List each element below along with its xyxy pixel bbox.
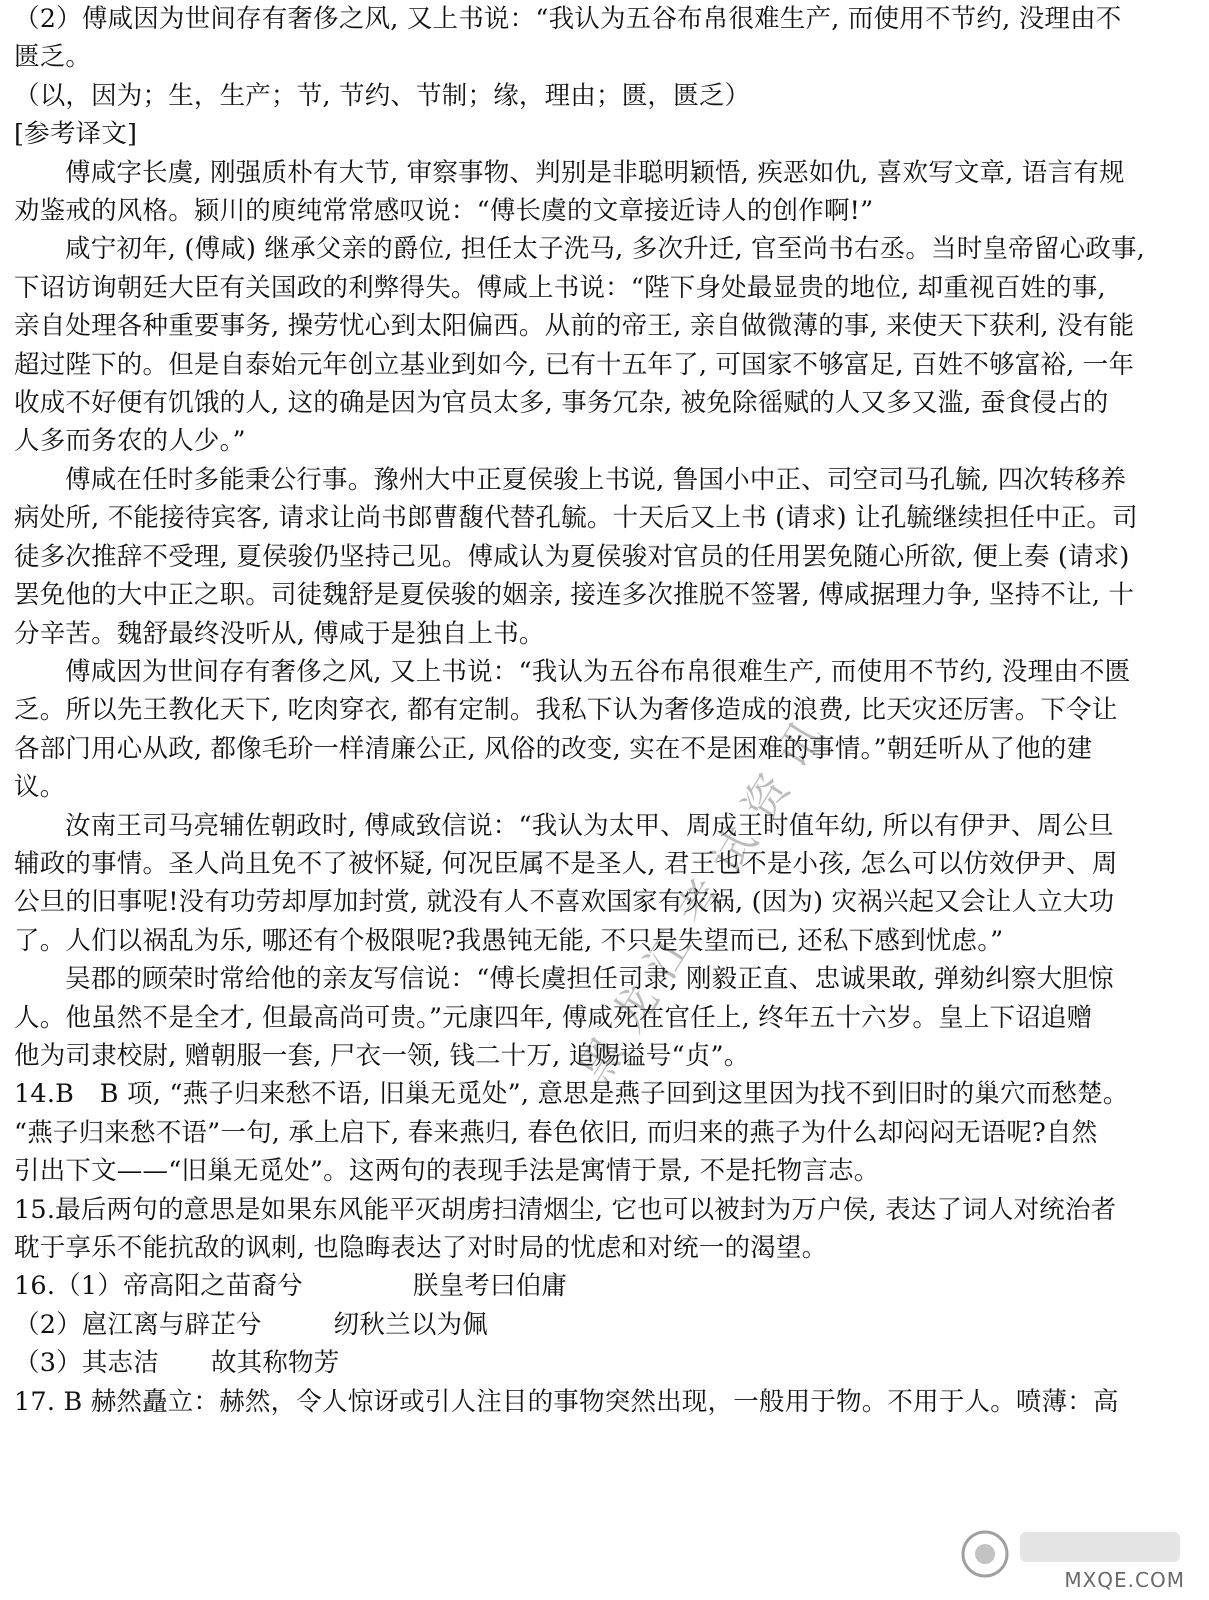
paragraph-line: 人。他虽然不是全才, 但最高尚可贵。”元康四年, 傅咸死在官任上, 终年五十六岁。皇上下诏追赠 [14,1002,1093,1033]
paragraph-line: 咸宁初年, (傅咸) 继承父亲的爵位, 担任太子洗马, 多次升迁, 官至尚书右丞。当时皇帝留心政事, [65,234,1145,265]
paragraph-line: 他为司隶校尉, 赠朝服一套, 尸衣一领, 钱二十万, 追赐谥号“贞”。 [14,1040,750,1071]
paragraph-line: 公旦的旧事呢!没有功劳却厚加封赏, 就没有人不喜欢国家有灾祸, (因为) 灾祸兴起又会让人立大功 [14,887,1115,918]
answer-14-line: 引出下文——“旧巢无觅处”。这两句的表现手法是寓情于景, 不是托物言志。 [14,1156,880,1187]
answer-16-left: （3）其志洁 [14,1348,159,1379]
document-page [14,0,1186,1421]
paragraph-line: 罢免他的大中正之职。司徒魏舒是夏侯骏的姻亲, 接连多次推脱不签署, 傅咸据理力争, 坚持不让, 十 [14,580,1135,611]
answer-16-right: 纫秋兰以为佩 [333,1309,488,1340]
answer-16-item-3 [14,1344,1186,1382]
paragraph-line: 吴郡的顾荣时常给他的亲友写信说：“傅长虞担任司隶, 刚毅正直、忠诚果敢, 弹劾纠察大胆惊 [65,964,1114,995]
answer-16-left: 16.（1）帝高阳之苗裔兮 [14,1271,303,1302]
answer-16-right: 朕皇考曰伯庸 [412,1271,568,1302]
text-line: （2）傅咸因为世间存有奢侈之风, 又上书说：“我认为五谷布帛很难生产, 而使用不节约, 没理由不 [14,4,1122,34]
paragraph-line: 议。 [14,772,66,803]
answer-14-line: 14.B B 项, “燕子归来愁不语, 旧巢无觅处”, 意思是燕子回到这里因为找不到旧时的巢穴而愁楚。 [14,1079,1129,1110]
answer-16-right: 故其称物芳 [210,1348,340,1379]
text-line: （以，因为；生，生产；节, 节约、节制；缘，理由；匮，匮乏） [14,80,751,111]
paragraph-line: 辅政的事情。圣人尚且免不了被怀疑, 何况臣属不是圣人, 君王也不是小孩, 怎么可以仿效伊尹、周 [14,848,1118,879]
answer-14-line: “燕子归来愁不语”一句, 承上启下, 春来燕归, 春色依旧, 而归来的燕子为什么却闷闷无语呢?自然 [14,1117,1098,1148]
paragraph-line: 了。人们以祸乱为乐, 哪还有个极限呢?我愚钝无能, 不只是失望而已, 还私下感到忧虑。” [14,925,1004,956]
paragraph-line: 超过陛下的。但是自泰始元年创立基业到如今, 已有十五年了, 可国家不够富足, 百姓不够富裕, 一年 [14,349,1135,380]
answer-16-left: （2）扈江离与辟芷兮 [14,1309,262,1340]
paragraph-line: 亲自处理各种重要事务, 操劳忧心到太阳偏西。从前的帝王, 亲自做微薄的事, 来使天下获利, 没有能 [14,311,1135,342]
paragraph-line: 徒多次推辞不受理, 夏侯骏仍坚持己见。傅咸认为夏侯骏对官员的任用罢免随心所欲, 便上奏 (请求) [14,541,1130,572]
answer-16-item-2 [14,1306,1186,1344]
answer-15-line: 15.最后两句的意思是如果东风能平灭胡虏扫清烟尘, 它也可以被封为万户侯, 表达了词人对统治者 [14,1194,1117,1225]
paragraph-line: 分辛苦。魏舒最终没听从, 傅咸于是独自上书。 [14,618,545,649]
paragraph-line: 下诏访询朝廷大臣有关国政的利弊得失。傅咸上书说：“陛下身处最显贵的地位, 却重视百姓的事, [14,272,1106,303]
answer-15-line: 耽于享乐不能抗敌的讽刺, 也隐晦表达了对时局的忧虑和对统一的渴望。 [14,1233,828,1263]
paragraph-line: 汝南王司马亮辅佐朝政时, 傅咸致信说：“我认为太甲、周成王时值年幼, 所以有伊尹、周公旦 [65,810,1114,841]
paragraph-line: 劝鉴戒的风格。颍川的庾纯常常感叹说：“傅长虞的文章接近诗人的创作啊!” [14,196,874,227]
answer-17-line: 17. B 赫然矗立：赫然，令人惊讶或引人注目的事物突然出现，一般用于物。不用于人。喷薄：高 [14,1386,1119,1417]
paragraph-line: 乏。所以先王教化天下, 吃肉穿衣, 都有定制。我私下认为奢侈造成的浪费, 比天灾还厉害。下令让 [14,695,1118,726]
paragraph-line: 病处所, 不能接待宾客, 请求让尚书郎曹馥代替孔毓。十天后又上书 (请求) 让孔毓继续担任中正。司 [14,503,1138,534]
text-line: 匮乏。 [14,42,92,73]
watermark-text: 黑龙江考试资讯 [569,697,843,1093]
paragraph-line: 收成不好便有饥饿的人, 这的确是因为官员太多, 事务冗杂, 被免除徭赋的人又多又滥, 蚕食侵占的 [14,388,1109,419]
paragraph-line: 傅咸字长虞, 刚强质朴有大节, 审察事物、判别是非聪明颖悟, 疾恶如仇, 喜欢写文章, 语言有规 [65,157,1125,188]
paragraph-line: 人多而务农的人少。” [14,426,246,457]
paragraph-line: 傅咸因为世间存有奢侈之风, 又上书说：“我认为五谷布帛很难生产, 而使用不节约, 没理由不匮 [65,656,1131,687]
paragraph-line: 各部门用心从政, 都像毛玠一样清廉公正, 风俗的改变, 实在不是困难的事情。”朝廷听从了他的建 [14,733,1093,764]
paragraph-line: 傅咸在任时多能秉公行事。豫州大中正夏侯骏上书说, 鲁国小中正、司空司马孔毓, 四次转移养 [65,464,1127,495]
site-logo-text: MXQE.COM [1064,1568,1185,1592]
answer-16-item-1 [14,1267,1186,1305]
section-heading: [参考译文] [14,119,138,150]
